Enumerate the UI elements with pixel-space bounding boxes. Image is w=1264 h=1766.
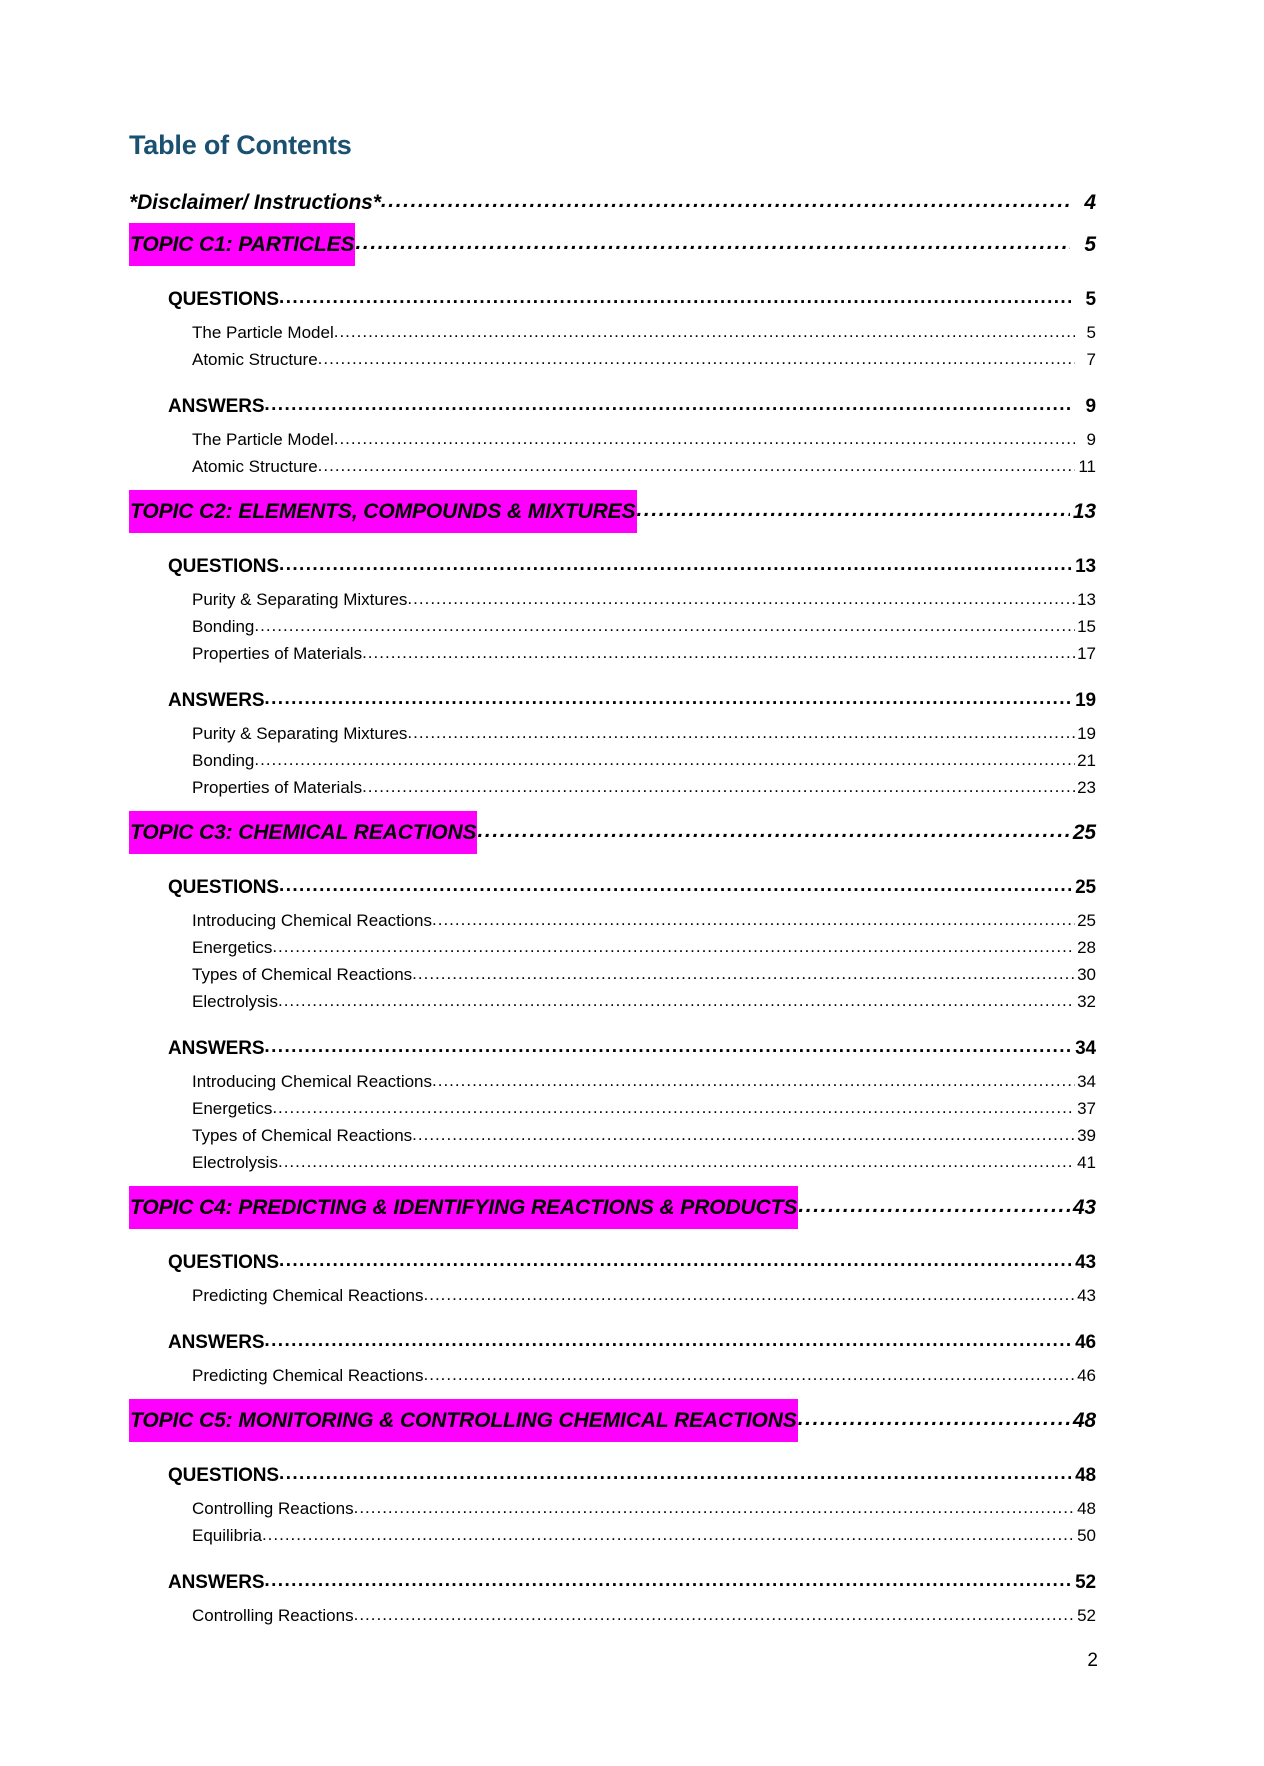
- toc-entry-row[interactable]: [192, 1068, 1096, 1095]
- toc-leader-dots: [355, 222, 1070, 263]
- toc-leader-dots: [362, 773, 1075, 800]
- toc-entry-page-number: 41: [1077, 1153, 1096, 1172]
- toc-entry-label: ANSWERS: [168, 1332, 265, 1353]
- toc-entry-label: TOPIC C1: PARTICLES: [129, 223, 355, 266]
- toc-entry-row[interactable]: [192, 747, 1096, 774]
- toc-entry-label: Types of Chemical Reactions: [192, 965, 413, 984]
- toc-entry-row[interactable]: [192, 453, 1096, 480]
- toc-leader-dots: [264, 1561, 1071, 1600]
- toc-entry-label: Purity & Separating Mixtures: [192, 724, 408, 743]
- toc-leader-dots: [334, 318, 1075, 345]
- toc-entry-list: [129, 182, 1096, 1629]
- toc-entry-row[interactable]: [192, 1522, 1096, 1549]
- toc-entry-label: Bonding: [192, 617, 255, 636]
- toc-entry-page-number: 5: [1085, 289, 1096, 310]
- toc-entry-row[interactable]: [192, 1495, 1096, 1522]
- toc-entry-label: Electrolysis: [192, 1153, 278, 1172]
- toc-leader-dots: [279, 1454, 1071, 1493]
- toc-entry-row[interactable]: [192, 1362, 1096, 1389]
- toc-entry-row[interactable]: [192, 613, 1096, 640]
- toc-leader-dots: [381, 180, 1070, 221]
- toc-topic-row[interactable]: [129, 223, 1096, 266]
- toc-leader-dots: [318, 452, 1075, 479]
- toc-entry-label: Controlling Reactions: [192, 1606, 354, 1625]
- toc-leader-dots: [279, 866, 1071, 905]
- toc-entry-label: ANSWERS: [168, 1572, 265, 1593]
- toc-entry-label: Equilibria: [192, 1526, 262, 1545]
- toc-leader-dots: [407, 719, 1075, 746]
- toc-entry-page-number: 9: [1085, 396, 1096, 417]
- toc-topic-row[interactable]: [129, 182, 1096, 223]
- toc-topic-row[interactable]: [129, 811, 1096, 854]
- toc-entry-page-number: 21: [1077, 751, 1096, 770]
- toc-topic-row[interactable]: [129, 490, 1096, 533]
- page-title: Table of Contents: [129, 130, 352, 160]
- toc-leader-dots: [264, 679, 1071, 718]
- toc-entry-page-number: 50: [1077, 1526, 1096, 1545]
- toc-leader-dots: [424, 1281, 1076, 1308]
- toc-leader-dots: [279, 1241, 1071, 1280]
- toc-entry-page-number: 52: [1075, 1572, 1096, 1593]
- toc-entry-label: QUESTIONS: [168, 556, 280, 577]
- toc-entry-row[interactable]: [192, 988, 1096, 1015]
- toc-entry-page-number: 23: [1077, 778, 1096, 797]
- toc-entry-page-number: 30: [1077, 965, 1096, 984]
- toc-entry-page-number: 43: [1077, 1286, 1096, 1305]
- toc-section-row[interactable]: [168, 547, 1096, 586]
- toc-entry-label: Bonding: [192, 751, 255, 770]
- toc-section-row[interactable]: [168, 280, 1096, 319]
- toc-leader-dots: [798, 1185, 1070, 1226]
- toc-entry-row[interactable]: [192, 774, 1096, 801]
- toc-entry-page-number: 32: [1077, 992, 1096, 1011]
- toc-topic-row[interactable]: [129, 1186, 1096, 1229]
- toc-section-row[interactable]: [168, 1563, 1096, 1602]
- toc-entry-label: Energetics: [192, 1099, 273, 1118]
- toc-entry-row[interactable]: [192, 1095, 1096, 1122]
- toc-entry-label: Atomic Structure: [192, 350, 318, 369]
- toc-entry-page-number: 52: [1077, 1606, 1096, 1625]
- toc-entry-page-number: 9: [1086, 430, 1096, 449]
- toc-entry-page-number: 7: [1086, 350, 1096, 369]
- toc-leader-dots: [264, 1027, 1071, 1066]
- toc-leader-dots: [424, 1361, 1076, 1388]
- toc-entry-label: TOPIC C2: ELEMENTS, COMPOUNDS & MIXTURES: [129, 490, 637, 533]
- toc-section-row[interactable]: [168, 868, 1096, 907]
- toc-entry-label: Energetics: [192, 938, 273, 957]
- toc-entry-page-number: 15: [1077, 617, 1096, 636]
- toc-leader-dots: [432, 906, 1075, 933]
- toc-section-row[interactable]: [168, 1029, 1096, 1068]
- toc-leader-dots: [412, 960, 1075, 987]
- toc-entry-label: QUESTIONS: [168, 877, 280, 898]
- toc-entry-label: TOPIC C3: CHEMICAL REACTIONS: [129, 811, 477, 854]
- toc-entry-page-number: 17: [1077, 644, 1096, 663]
- toc-entry-label: Electrolysis: [192, 992, 278, 1011]
- toc-entry-label: Introducing Chemical Reactions: [192, 1072, 433, 1091]
- toc-entry-row[interactable]: [192, 1122, 1096, 1149]
- toc-leader-dots: [254, 612, 1075, 639]
- toc-entry-page-number: 5: [1084, 233, 1096, 256]
- toc-entry-label: Predicting Chemical Reactions: [192, 1366, 424, 1385]
- toc-section-row[interactable]: [168, 1456, 1096, 1495]
- toc-entry-page-number: 19: [1077, 724, 1096, 743]
- toc-leader-dots: [272, 933, 1075, 960]
- toc-entry-page-number: 48: [1072, 1409, 1096, 1432]
- toc-entry-page-number: 13: [1072, 500, 1096, 523]
- toc-entry-label: The Particle Model: [192, 323, 334, 342]
- toc-entry-page-number: 4: [1084, 191, 1096, 214]
- toc-leader-dots: [407, 585, 1075, 612]
- toc-entry-page-number: 34: [1075, 1038, 1096, 1059]
- toc-entry-row[interactable]: [192, 640, 1096, 667]
- toc-container: [129, 128, 1096, 1629]
- toc-leader-dots: [354, 1601, 1075, 1628]
- toc-entry-page-number: 25: [1077, 911, 1096, 930]
- toc-entry-page-number: 43: [1075, 1252, 1096, 1273]
- toc-entry-page-number: 28: [1077, 938, 1096, 957]
- toc-entry-row[interactable]: [192, 319, 1096, 346]
- toc-entry-label: TOPIC C4: PREDICTING & IDENTIFYING REACTIONS & PRODUCTS: [129, 1186, 798, 1229]
- toc-entry-row[interactable]: [192, 426, 1096, 453]
- toc-entry-page-number: 13: [1077, 590, 1096, 609]
- toc-leader-dots: [264, 1321, 1071, 1360]
- toc-entry-label: Atomic Structure: [192, 457, 318, 476]
- toc-leader-dots: [318, 345, 1075, 372]
- toc-entry-page-number: 46: [1075, 1332, 1096, 1353]
- toc-leader-dots: [334, 425, 1075, 452]
- toc-entry-label: Properties of Materials: [192, 644, 363, 663]
- toc-entry-row[interactable]: [192, 1149, 1096, 1176]
- toc-entry-page-number: 5: [1086, 323, 1096, 342]
- toc-entry-page-number: 37: [1077, 1099, 1096, 1118]
- toc-entry-page-number: 48: [1077, 1499, 1096, 1518]
- toc-entry-label: Introducing Chemical Reactions: [192, 911, 433, 930]
- toc-entry-row[interactable]: [192, 346, 1096, 373]
- toc-entry-page-number: 19: [1075, 690, 1096, 711]
- toc-section-row[interactable]: [168, 681, 1096, 720]
- toc-entry-label: ANSWERS: [168, 396, 265, 417]
- toc-leader-dots: [264, 385, 1071, 424]
- toc-leader-dots: [279, 278, 1071, 317]
- toc-topic-row[interactable]: [129, 1399, 1096, 1442]
- toc-leader-dots: [278, 987, 1075, 1014]
- toc-entry-page-number: 39: [1077, 1126, 1096, 1145]
- toc-leader-dots: [254, 746, 1075, 773]
- toc-entry-page-number: 25: [1075, 877, 1096, 898]
- toc-leader-dots: [362, 639, 1075, 666]
- toc-entry-label: *Disclaimer/ Instructions*: [129, 191, 381, 214]
- toc-entry-label: Controlling Reactions: [192, 1499, 354, 1518]
- toc-leader-dots: [432, 1067, 1075, 1094]
- toc-leader-dots: [278, 1148, 1075, 1175]
- toc-entry-page-number: 25: [1072, 821, 1096, 844]
- toc-entry-page-number: 13: [1075, 556, 1096, 577]
- toc-entry-row[interactable]: [192, 586, 1096, 613]
- toc-entry-label: Types of Chemical Reactions: [192, 1126, 413, 1145]
- toc-entry-page-number: 48: [1075, 1465, 1096, 1486]
- toc-leader-dots: [354, 1494, 1075, 1521]
- toc-entry-page-number: 46: [1077, 1366, 1096, 1385]
- toc-entry-page-number: 34: [1077, 1072, 1096, 1091]
- toc-entry-row[interactable]: [192, 907, 1096, 934]
- toc-entry-page-number: 43: [1072, 1196, 1096, 1219]
- toc-leader-dots: [279, 545, 1071, 584]
- toc-entry-label: The Particle Model: [192, 430, 334, 449]
- footer-page-number: 2: [1087, 1650, 1098, 1671]
- toc-leader-dots: [262, 1521, 1075, 1548]
- toc-entry-label: Properties of Materials: [192, 778, 363, 797]
- toc-entry-label: ANSWERS: [168, 690, 265, 711]
- toc-entry-row[interactable]: [192, 1602, 1096, 1629]
- toc-section-row[interactable]: [168, 387, 1096, 426]
- toc-entry-page-number: 11: [1078, 457, 1096, 476]
- toc-entry-label: Predicting Chemical Reactions: [192, 1286, 424, 1305]
- toc-entry-label: Purity & Separating Mixtures: [192, 590, 408, 609]
- toc-section-row[interactable]: [168, 1243, 1096, 1282]
- toc-entry-label: QUESTIONS: [168, 1252, 280, 1273]
- toc-leader-dots: [477, 810, 1070, 851]
- toc-leader-dots: [412, 1121, 1075, 1148]
- toc-section-row[interactable]: [168, 1323, 1096, 1362]
- toc-leader-dots: [798, 1398, 1070, 1439]
- toc-entry-row[interactable]: [192, 961, 1096, 988]
- toc-entry-label: TOPIC C5: MONITORING & CONTROLLING CHEMICAL REACTIONS: [129, 1399, 798, 1442]
- toc-entry-label: ANSWERS: [168, 1038, 265, 1059]
- toc-entry-label: QUESTIONS: [168, 1465, 280, 1486]
- toc-entry-row[interactable]: [192, 1282, 1096, 1309]
- toc-entry-row[interactable]: [192, 934, 1096, 961]
- toc-leader-dots: [272, 1094, 1075, 1121]
- toc-entry-row[interactable]: [192, 720, 1096, 747]
- toc-leader-dots: [637, 489, 1071, 530]
- toc-entry-label: QUESTIONS: [168, 289, 280, 310]
